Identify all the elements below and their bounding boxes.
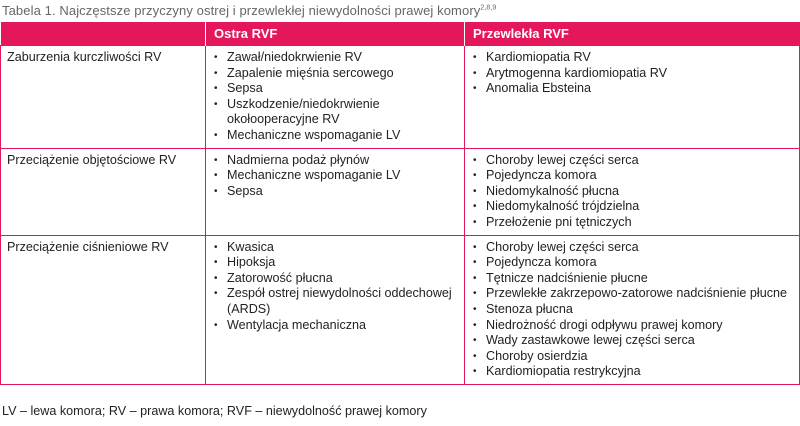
list-item: • Nadmierna podaż płynów [212, 153, 456, 169]
list-item: • Uszkodzenie/niedokrwienie okołooperacyjne RV [212, 97, 456, 128]
list-item: • Zapalenie mięśnia sercowego [212, 66, 456, 82]
header-empty [1, 22, 206, 46]
list-item: • Anomalia Ebsteina [471, 81, 791, 97]
list-item: • Arytmogenna kardiomiopatia RV [471, 66, 791, 82]
list-item: • Przewlekłe zakrzepowo-zatorowe nadciśnienie płucne [471, 286, 791, 302]
list-item: • Niedomykalność trójdzielna [471, 199, 791, 215]
list-item: • Stenoza płucna [471, 302, 791, 318]
list-item: • Niedrożność drogi odpływu prawej komory [471, 318, 791, 334]
cause-list [471, 240, 791, 380]
list-item: • Wady zastawkowe lewej części serca [471, 333, 791, 349]
list-item: • Mechaniczne wspomaganie LV [212, 168, 456, 184]
list-item: • Sepsa [212, 184, 456, 200]
table-row [1, 46, 800, 149]
caption-references: 2,8,9 [480, 4, 497, 12]
list-item: • Choroby osierdzia [471, 349, 791, 365]
chronic-causes-cell [465, 46, 800, 149]
list-item: • Wentylacja mechaniczna [212, 318, 456, 334]
cause-list [212, 240, 456, 334]
table-row [1, 235, 800, 384]
acute-causes-cell [206, 46, 465, 149]
cause-list [471, 50, 791, 97]
list-item: • Pojedyncza komora [471, 255, 791, 271]
list-item: • Hipoksja [212, 255, 456, 271]
footnote: LV – lewa komora; RV – prawa komora; RVF – niewydolność prawej komory [2, 404, 427, 418]
row-label: Zaburzenia kurczliwości RV [1, 46, 206, 149]
list-item: • Mechaniczne wspomaganie LV [212, 128, 456, 144]
chronic-causes-cell [465, 235, 800, 384]
list-item: • Kardiomiopatia RV [471, 50, 791, 66]
row-label: Przeciążenie ciśnieniowe RV [1, 235, 206, 384]
cause-list [212, 50, 456, 144]
list-item: • Niedomykalność płucna [471, 184, 791, 200]
table-body [1, 46, 800, 385]
list-item: • Przełożenie pni tętniczych [471, 215, 791, 231]
table-row [1, 148, 800, 235]
list-item: • Tętnicze nadciśnienie płucne [471, 271, 791, 287]
causes-table [0, 22, 800, 385]
caption-text: Tabela 1. Najczęstsze przyczyny ostrej i przewlekłej niewydolności prawej komory [2, 3, 481, 18]
cause-list [471, 153, 791, 231]
list-item: • Pojedyncza komora [471, 168, 791, 184]
table-header-row [1, 22, 800, 46]
list-item: • Zawał/niedokrwienie RV [212, 50, 456, 66]
list-item: • Choroby lewej części serca [471, 240, 791, 256]
header-acute-rvf: Ostra RVF [206, 22, 465, 46]
list-item: • Zespół ostrej niewydolności oddechowej (ARDS) [212, 286, 456, 317]
acute-causes-cell [206, 235, 465, 384]
list-item: • Kwasica [212, 240, 456, 256]
acute-causes-cell [206, 148, 465, 235]
list-item: • Zatorowość płucna [212, 271, 456, 287]
header-chronic-rvf: Przewlekła RVF [465, 22, 800, 46]
chronic-causes-cell [465, 148, 800, 235]
cause-list [212, 153, 456, 200]
list-item: • Sepsa [212, 81, 456, 97]
list-item: • Kardiomiopatia restrykcyjna [471, 364, 791, 380]
row-label: Przeciążenie objętościowe RV [1, 148, 206, 235]
list-item: • Choroby lewej części serca [471, 153, 791, 169]
table-caption [2, 3, 496, 18]
